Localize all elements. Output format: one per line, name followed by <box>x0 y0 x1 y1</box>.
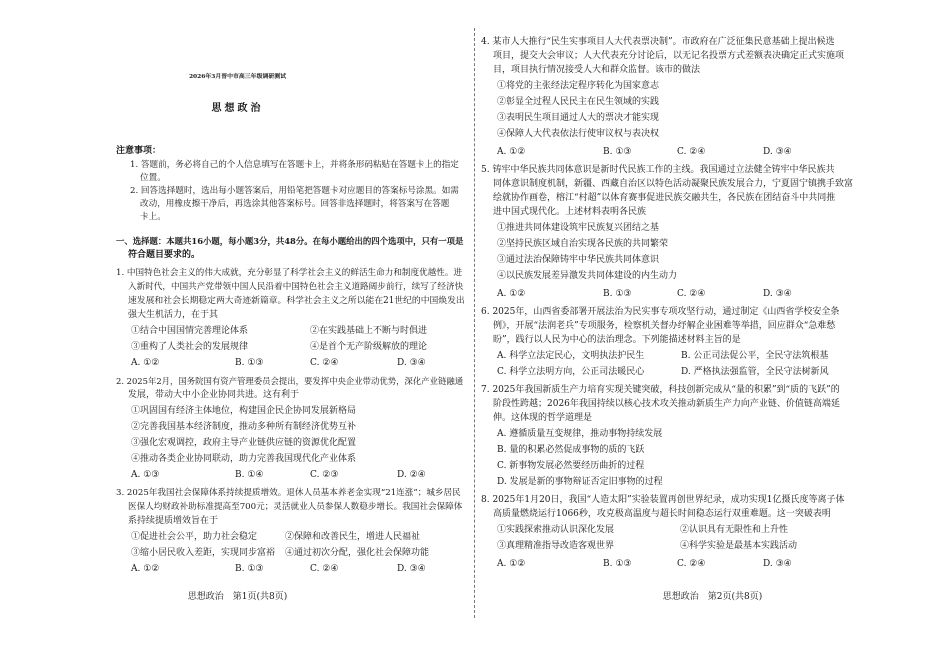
notice-line: 改动，用橡皮擦干净后，再选涂其他答案标号。回答非选择题时，将答案写在答题 <box>140 199 450 209</box>
q1-stem: 1. 中国特色社会主义的伟大成就，充分彰显了科学社会主义的鲜活生命力和制度优越性。进 <box>116 268 463 278</box>
q4-item: ③表明民生项目通过人大的票决才能实现 <box>497 113 660 123</box>
q1-item: ③重构了人类社会的发展规律 <box>131 342 249 352</box>
section-heading: 符合题目要求的。 <box>128 250 201 260</box>
q8-item: ③真理精准指导改造客观世界 <box>497 541 615 551</box>
q3-stem: 医保人均财政补助标准提高至700元；灵活就业人员参保人数稳步增长。我国社会保障体 <box>128 502 463 512</box>
q8-stem: 高质量燃烧运行1066秒，攻克极高温度与超长时间稳态运行双重难题。这一突破表明 <box>493 509 831 519</box>
choice-a[interactable]: A. ①② <box>497 147 526 157</box>
notice-line: 1. 答题前，务必将自己的个人信息填写在答题卡上，并将条形码粘贴在答题卡上的指定 <box>130 160 459 170</box>
choice-c[interactable]: C. ②③ <box>310 470 339 480</box>
q1-stem: 速发展和社会长期稳定两大奇迹新篇章。科学社会主义之所以能在21世纪的中国焕发出 <box>128 296 465 306</box>
subject-title: 思想政治 <box>211 103 264 114</box>
q1-item: ④是首个无产阶级解放的理论 <box>310 342 428 352</box>
q2-item: ②完善我国基本经济制度，推动多种所有制经济优势互补 <box>131 422 357 432</box>
q4-item: ②彰显全过程人民民主在民生领域的实践 <box>497 97 660 107</box>
choice-c[interactable]: C. ②④ <box>310 358 339 368</box>
q5-item: ①推进共同体建设筑牢民族复兴团结之基 <box>497 223 660 233</box>
q2-item: ①巩固国有经济主体地位，构建国企民企协同发展新格局 <box>131 406 357 416</box>
q1-stem: 强大生机活力，在于其 <box>128 310 219 320</box>
q8-item: ④科学实验是最基本实践活动 <box>680 541 798 551</box>
choice-c[interactable]: C. ②④ <box>677 289 706 299</box>
q6-stem: 盼”，践行以人民为中心的法治理念。下列能描述材料主旨的是 <box>493 335 741 345</box>
q4-stem: 4. 某市人大推行“民生实事项目人大代表票决制”。市政府在广泛征集民意基础上提出候选 <box>481 37 835 47</box>
q7-stem: 阶段性跨越；2026年我国持续以核心技术攻关推动新质生产力向产业链、价值链高端延 <box>493 399 840 409</box>
choice-d[interactable]: D. ③④ <box>763 289 792 299</box>
choice-d[interactable]: D. ②④ <box>397 470 426 480</box>
q5-item: ④以民族发展差异激发共同体建设的内生动力 <box>497 271 678 281</box>
q3-stem: 系持续提质增效旨在于 <box>128 516 219 526</box>
q5-stem: 5. 铸牢中华民族共同体意识是新时代民族工作的主线。我国通过立法健全铸牢中华民族共 <box>481 165 835 175</box>
page-footer: 思想政治 第1页(共8页) <box>187 592 288 602</box>
choice-d[interactable]: D. ③④ <box>763 147 792 157</box>
choice-a[interactable]: A. ①② <box>497 289 526 299</box>
notice-line: 2. 回答选择题时，选出每小题答案后，用铅笔把答题卡对应题目的答案标号涂黑。如需 <box>130 186 459 196</box>
q5-item: ②坚持民族区域自治实现各民族的共同繁荣 <box>497 239 669 249</box>
q8-item: ②认识具有无限性和上升性 <box>680 525 789 535</box>
choice-b[interactable]: B. 量的积累必然促成事物的质的飞跃 <box>497 445 645 455</box>
choice-d[interactable]: D. 发展是新的事物辩证否定旧事物的过程 <box>497 477 663 487</box>
notice-line: 卡上。 <box>140 212 166 222</box>
q4-item: ①将党的主张经法定程序转化为国家意志 <box>497 81 660 91</box>
choice-a[interactable]: A. ①② <box>131 564 160 574</box>
choice-a[interactable]: A. ①② <box>131 358 160 368</box>
choice-b[interactable]: B. 公正司法促公平，全民守法筑根基 <box>681 351 829 361</box>
choice-a[interactable]: A. 遵循质量互变规律，推动事物持续发展 <box>497 429 663 439</box>
q5-stem: 绘就协作画卷，榕江“村超”以体育赛事促进民族交融共生，各民族在团结奋斗中共同推 <box>493 193 836 203</box>
choice-c[interactable]: C. ②④ <box>677 559 706 569</box>
q2-stem: 2. 2025年2月，国务院国有资产管理委员会提出，要发挥中央企业带动优势，深化产业链融通 <box>116 376 464 386</box>
q1-item: ②在实践基础上不断与时俱进 <box>310 326 428 336</box>
choice-b[interactable]: B. ①③ <box>235 564 264 574</box>
choice-b[interactable]: B. ①③ <box>603 559 632 569</box>
q8-item: ①实践探索推动认识深化发展 <box>497 525 615 535</box>
q8-stem: 8. 2025年1月20日，我国“人造太阳”实验装置再创世界纪录，成功实现1亿摄氏度等离子体 <box>481 495 845 505</box>
choice-d[interactable]: D. ③④ <box>397 358 426 368</box>
choice-a[interactable]: A. ①② <box>497 559 526 569</box>
page-footer: 思想政治 第2页(共8页) <box>662 592 763 602</box>
choice-b[interactable]: B. ①③ <box>603 147 632 157</box>
choice-d[interactable]: D. 严格执法强监管，全民守法树新风 <box>681 367 829 377</box>
exam-title: 2026年3月晋中市高三年级调研测试 <box>188 73 287 80</box>
choice-c[interactable]: C. 科学立法明方向，公正司法暖民心 <box>497 367 645 377</box>
q7-stem: 伸。这体现的哲学道理是 <box>493 413 593 423</box>
notice-heading: 注意事项： <box>116 146 162 156</box>
choice-b[interactable]: B. ①③ <box>235 358 264 368</box>
page-right <box>475 0 950 672</box>
q4-stem: 目，项目执行情况接受人大和群众监督。该市的做法 <box>493 65 701 75</box>
q7-stem: 7. 2025年我国新质生产力培育实现关键突破，科技创新完成从“量的积累”到“质的飞跃”的 <box>481 385 840 395</box>
choice-c[interactable]: C. 新事物发展必然要经历曲折的过程 <box>497 461 645 471</box>
choice-d[interactable]: D. ③④ <box>397 564 426 574</box>
q3-item: ③缩小居民收入差距，实现同步富裕 <box>131 548 276 558</box>
choice-d[interactable]: D. ③④ <box>763 559 792 569</box>
q3-item: ④通过初次分配，强化社会保障功能 <box>285 548 430 558</box>
choice-c[interactable]: C. ②④ <box>677 147 706 157</box>
q3-item: ①促进社会公平，助力社会稳定 <box>131 532 258 542</box>
q6-stem: 6. 2025年，山西省委部署开展法治为民实事专项攻坚行动，通过制定《山西省学校安全条 <box>481 307 840 317</box>
q2-item: ④推动各类企业协同联动，助力完善我国现代化产业体系 <box>131 454 357 464</box>
section-heading: 一、选择题：本题共16小题，每小题3分，共48分。在每小题给出的四个选项中，只有一项是 <box>116 236 464 246</box>
q5-stem: 同体意识制度机制，新疆、西藏自治区以特色活动凝聚民族发展合力，宁夏固宁镇携手致富 <box>493 179 854 189</box>
notice-line: 位置。 <box>140 173 166 183</box>
q3-item: ②保障和改善民生，增进人民福祉 <box>285 532 421 542</box>
q4-item: ④保障人大代表依法行使审议权与表决权 <box>497 129 660 139</box>
q3-stem: 3. 2025年我国社会保障体系持续提质增效。退休人员基本养老金实现“21连涨”；城乡居民 <box>116 488 461 498</box>
q6-stem: 例》，开展“法润老兵”专项服务，检察机关督办纾解企业困难等举措，回应群众“急难愁 <box>493 321 836 331</box>
choice-c[interactable]: C. ②④ <box>310 564 339 574</box>
q1-item: ①结合中国国情完善理论体系 <box>131 326 249 336</box>
q4-stem: 项目，提交大会审议；人大代表充分讨论后，以无记名投票方式差额表决确定正式实施项 <box>493 51 845 61</box>
q5-stem: 进中国式现代化。上述材料表明各民族 <box>493 207 647 217</box>
q2-item: ③强化宏观调控，政府主导产业链供应链的资源优化配置 <box>131 438 357 448</box>
q1-stem: 入新时代，中国共产党带领中国人民沿着中国特色社会主义道路阔步前行，续写了经济快 <box>128 282 464 292</box>
q2-stem: 发展，带动大中小企业协同共进。这有利于 <box>128 390 300 400</box>
choice-a[interactable]: A. 科学立法定民心，文明执法护民生 <box>497 351 645 361</box>
choice-b[interactable]: B. ①③ <box>603 289 632 299</box>
q5-item: ③通过法治保障铸牢中华民族共同体意识 <box>497 255 660 265</box>
choice-b[interactable]: B. ①④ <box>235 470 264 480</box>
choice-a[interactable]: A. ①③ <box>131 470 160 480</box>
